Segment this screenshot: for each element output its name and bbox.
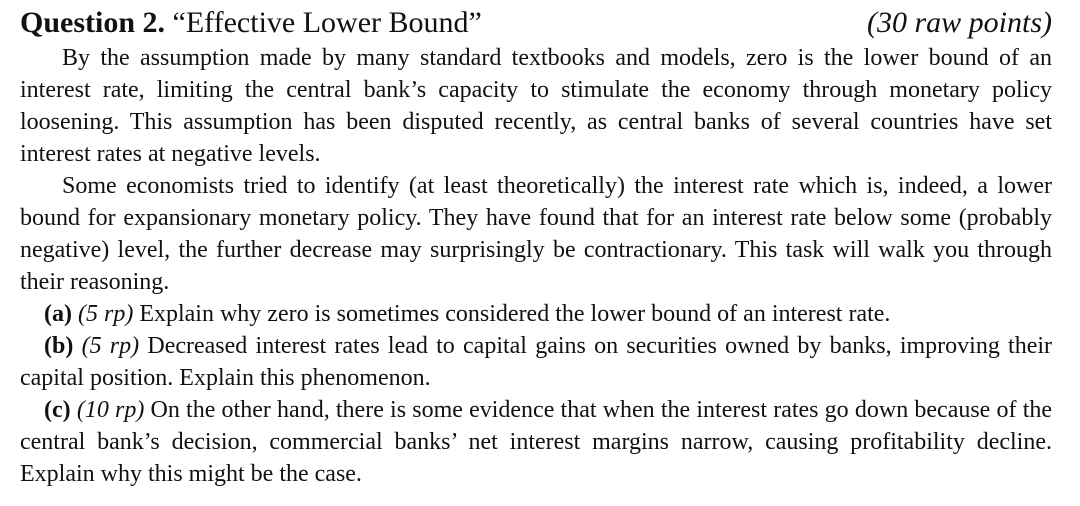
part-a-label: (a) xyxy=(44,301,72,327)
part-c-text: On the other hand, there is some evidence that when the interest rates go down because of the central bank’s decision, commercial banks’ net interest margins narrow, causing profitability decline. Explain why this might be the case. xyxy=(20,397,1053,487)
reasoning-paragraph: Some economists tried to identify (at least theoretically) the interest rate which is, indeed, a lower bound for expansionary monetary policy. They have found that for an interest rate below some (probably negative) level, the further decrease may surprisingly be contractionary. This task will walk you through their reasoning. xyxy=(20,173,1052,295)
part-c xyxy=(20,394,1052,490)
part-c-points: (10 rp) xyxy=(76,397,145,423)
part-a-text: Explain why zero is sometimes considered the lower bound of an interest rate. xyxy=(139,301,891,327)
part-a-points: (5 rp) xyxy=(77,301,134,327)
part-c-label: (c) xyxy=(44,397,71,423)
question-title: “Effective Lower Bound” xyxy=(172,6,482,39)
part-b-points: (5 rp) xyxy=(81,333,140,359)
question-document xyxy=(20,4,1052,490)
question-number: Question 2. xyxy=(20,6,166,39)
intro-paragraph: By the assumption made by many standard textbooks and models, zero is the lower bound of an interest rate, limiting the central bank’s capacity to stimulate the economy through monetary policy loosening. This assumption has been disputed recently, as central banks of several countries have set interest rates at negative levels. xyxy=(20,45,1052,167)
question-points: (30 raw points) xyxy=(866,6,1052,39)
part-b-label: (b) xyxy=(44,333,74,359)
part-b-text: Decreased interest rates lead to capital gains on securities owned by banks, improving their capital position. Explain this phenomenon. xyxy=(20,333,1053,391)
part-a xyxy=(20,298,1052,330)
part-b xyxy=(20,330,1052,394)
question-heading xyxy=(20,4,1052,42)
